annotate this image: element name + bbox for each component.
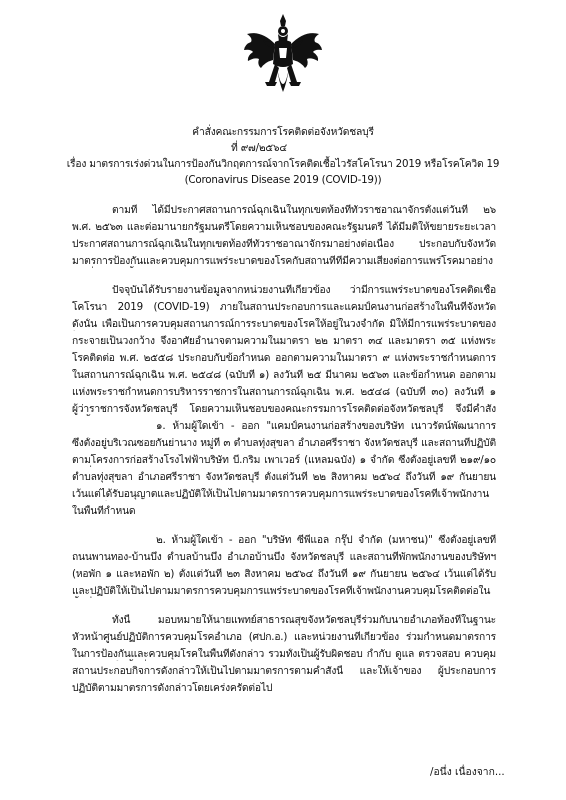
- body-line: ดังนั้น เพื่อเป็นการควบคุมสถานการณ์การระบาดของโรคให้อยู่ในวงจำกัด มิให้มีการแพร่ระบาดของ: [72, 318, 496, 330]
- order-number: ที่ ๙๗/๒๕๖๔: [231, 142, 287, 154]
- body-line: ในพื้นที่กำหนด: [72, 505, 136, 517]
- body-line: ทั้งนี้ มอบหมายให้นายแพทย์สาธารณสุขจังหวัดชลบุรีร่วมกับนายอำเภอท้องที่ในฐานะ: [112, 614, 496, 626]
- continuation-marker: /อนึ่ง เนื่องจาก...: [430, 766, 505, 778]
- body-line: แห่งพระราชกำหนดการบริหารราชการในสถานการณ์ฉุกเฉิน พ.ศ. ๒๕๔๘ (ฉบับที่ ๓๐) ลงวันที่ ๑: [72, 386, 496, 398]
- body-line: ตามที่ ได้มีประกาศสถานการณ์ฉุกเฉินในทุกเขตท้องที่ทั่วราชอาณาจักรตั้งแต่วันที่ ๒๖: [112, 204, 496, 216]
- body-line: ในการป้องกันและควบคุมโรคในพื้นที่ดังกล่าว รวมทั้งเป็นผู้รับผิดชอบ กำกับ ดูแล ตรวจสอบ ควบคุม: [72, 648, 496, 660]
- body-line: เว้นแต่ได้รับอนุญาตและปฏิบัติให้เป็นไปตามมาตรการควบคุมการแพร่ระบาดของโรคที่เจ้าพนักงาน: [72, 488, 490, 500]
- body-line: ตำบลทุ่งสุขลา อำเภอศรีราชา จังหวัดชลบุรี ตั้งแต่วันที่ ๒๒ สิงหาคม ๒๕๖๔ ถึงวันที่ ๑๙ กันยายน: [72, 471, 496, 483]
- subject-english: (Coronavirus Disease 2019 (COVID-19)): [184, 174, 382, 186]
- body-line: พ.ศ. ๒๕๖๓ และต่อมานายกรัฐมนตรีโดยความเห็นชอบของคณะรัฐมนตรี ได้มีมติให้ขยายระยะเวลา: [72, 221, 496, 233]
- order-title: คำสั่งคณะกรรมการโรคติดต่อจังหวัดชลบุรี: [192, 126, 374, 138]
- body-line: ถนนพานทอง-บ้านบึง ตำบลบ้านบึง อำเภอบ้านบึง จังหวัดชลบุรี และสถานที่พักพนักงานของบริษัทฯ: [72, 551, 496, 563]
- body-line: ในสถานการณ์ฉุกเฉิน พ.ศ. ๒๕๔๘ (ฉบับที่ ๑) ลงวันที่ ๒๕ มีนาคม ๒๕๖๓ และข้อกำหนด ออกตาม: [72, 369, 496, 381]
- body-line: สถานประกอบกิจการดังกล่าวให้เป็นไปตามมาตรการตามคำสั่งนี้ และให้เจ้าของ ผู้ประกอบการ: [72, 665, 496, 677]
- body-line: หัวหน้าศูนย์ปฏิบัติการควบคุมโรคอำเภอ (ศปก.อ.) และหน่วยงานที่เกี่ยวข้อง ร่วมกำหนดมาตรการ: [72, 631, 496, 643]
- body-line: ปัจจุบันได้รับรายงานข้อมูลจากหน่วยงานที่เกี่ยวข้อง ว่ามีการแพร่ระบาดของโรคติดเชื้อ: [112, 284, 496, 296]
- body-line: ตามโครงการก่อสร้างโรงไฟฟ้าบริษัท บี.กริม เพาเวอร์ (แหลมฉบัง) ๑ จำกัด ซึ่งตั้งอยู่เลขที่ ๒๑๙/๑๐: [72, 454, 496, 466]
- body-line: มาตรการป้องกันและควบคุมการแพร่ระบาดของโรคกับสถานที่ที่มีความเสี่ยงต่อการแพร่โรคมาอย่าง: [72, 255, 493, 267]
- body-line: โรคติดต่อ พ.ศ. ๒๕๕๘ ประกอบกับข้อกำหนด ออกตามความในมาตรา ๙ แห่งพระราชกำหนดการ: [72, 352, 496, 364]
- body-line: ปฏิบัติตามมาตรการดังกล่าวโดยเคร่งครัดต่อไป: [72, 682, 273, 694]
- subject-line: เรื่อง มาตรการเร่งด่วนในการป้องกันวิกฤตการณ์จากโรคติดเชื้อไวรัสโคโรนา 2019 หรือโรคโควิด 19: [66, 158, 500, 170]
- garuda-emblem-icon: [241, 12, 325, 102]
- body-line: ประกาศสถานการณ์ฉุกเฉินในทุกเขตท้องที่ทั่วราชอาณาจักรมาอย่างต่อเนื่อง ประกอบกับจังหวัด: [72, 238, 496, 250]
- body-line: ผู้ว่าราชการจังหวัดชลบุรี โดยความเห็นชอบของคณะกรรมการโรคติดต่อจังหวัดชลบุรี จึงมีคำสั่ง: [72, 403, 496, 415]
- body-line: ๑. ห้ามผู้ใดเข้า - ออก "แคมป์คนงานก่อสร้างของบริษัท เนาวรัตน์พัฒนาการ: [156, 420, 496, 432]
- body-line: (หอพัก ๑ และหอพัก ๒) ตั้งแต่วันที่ ๒๓ สิงหาคม ๒๕๖๔ ถึงวันที่ ๑๙ กันยายน ๒๕๖๔ เว้นแต่ได้รับ: [72, 568, 496, 580]
- body-line: กระจายเป็นวงกว้าง จึงอาศัยอำนาจตามความในมาตรา ๒๒ มาตรา ๓๔ และมาตรา ๓๕ แห่งพระ: [72, 335, 496, 347]
- body-line: โคโรนา 2019 (COVID-19) ภายในสถานประกอบการและแคมป์คนงานก่อสร้างในพื้นที่จังหวัด: [72, 301, 496, 313]
- body-line: และปฏิบัติให้เป็นไปตามมาตรการควบคุมการแพร่ระบาดของโรคที่เจ้าพนักงานควบคุมโรคติดต่อใน: [72, 585, 491, 597]
- body-line: ซึ่งตั้งอยู่บริเวณซอยกันย่านาง หมู่ที่ ๓ ตำบลทุ่งสุขลา อำเภอศรีราชา จังหวัดชลบุรี และสถานที่ปฏิบัติ: [72, 437, 496, 449]
- body-line: ๒. ห้ามผู้ใดเข้า - ออก "บริษัท ซีพีแอล กรุ๊ป จำกัด (มหาชน)" ซึ่งตั้งอยู่เลขที่: [156, 534, 496, 546]
